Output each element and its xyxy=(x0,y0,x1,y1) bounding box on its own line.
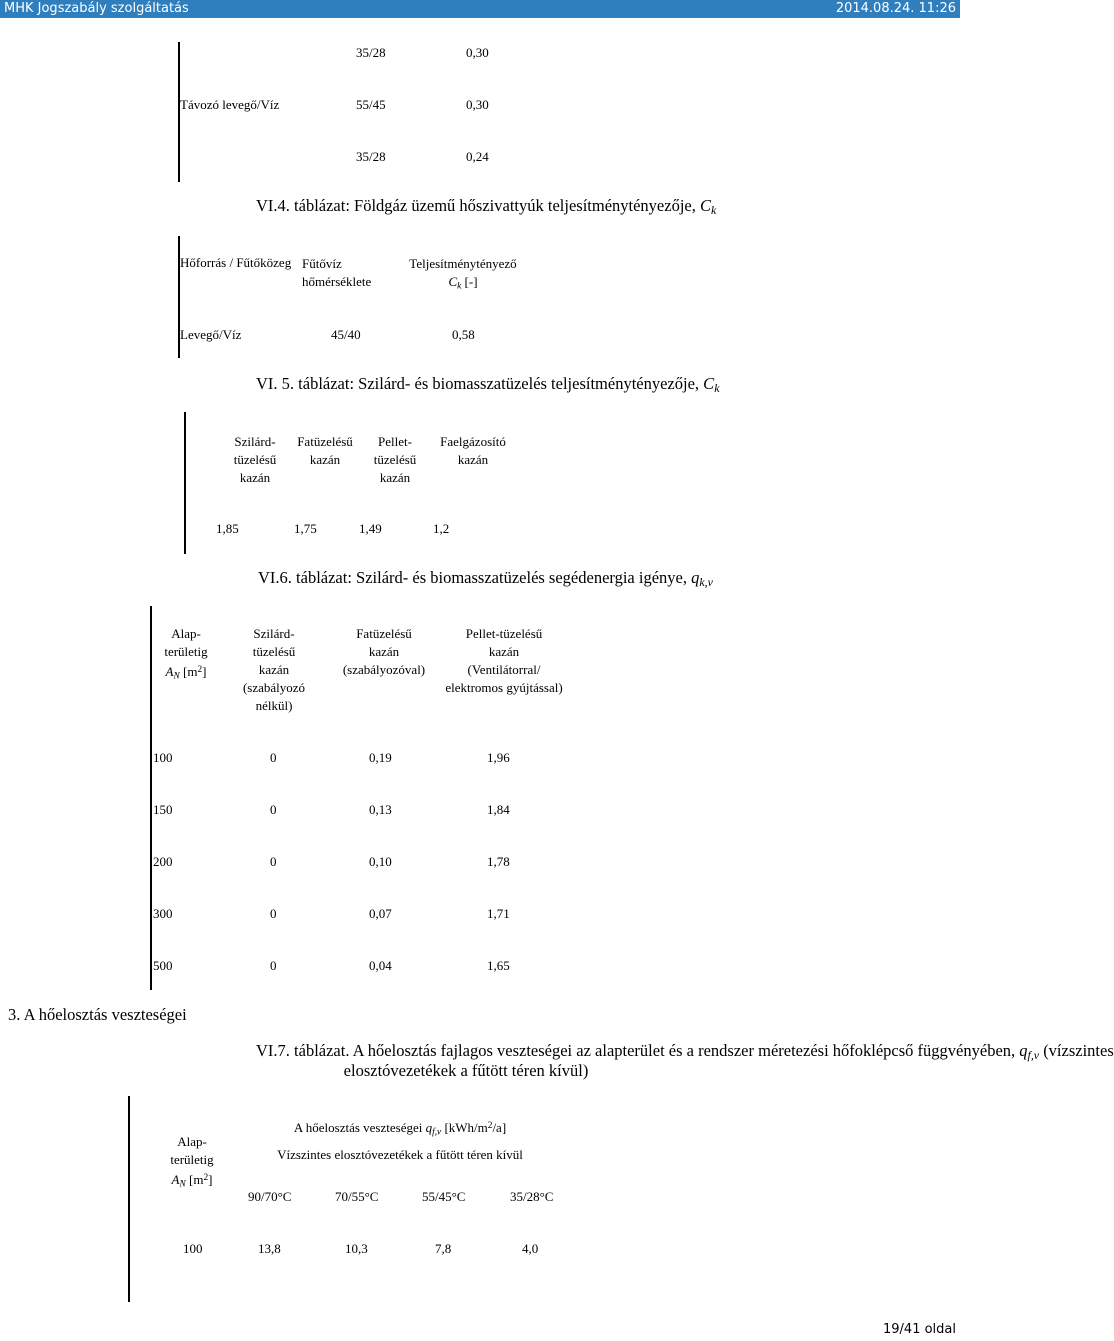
vi6-header-area: Alap- területig $A_N$ $[m^2]$ xyxy=(164,626,208,682)
app-title: MHK Jogszabály szolgáltatás xyxy=(4,1,189,16)
vi6-row3-wood: 0,10 xyxy=(369,854,392,869)
vi5-header-solid: Szilárd- tüzelésű kazán xyxy=(233,434,277,485)
vi3-row2-temp: 55/45 xyxy=(356,97,386,112)
vi6-row3-area: 200 xyxy=(153,854,173,869)
vi6-row4-area: 300 xyxy=(153,906,173,921)
vi5-header-pellet: Pellet- tüzelésű kazán xyxy=(373,434,417,485)
vi4-header-coefficient: Teljesítménytényező $C_k$ [-] xyxy=(409,256,517,292)
vi5-header-wood: Fatüzelésű kazán xyxy=(297,434,353,467)
vi4-header-source: Hőforrás / Fűtőközeg xyxy=(180,255,292,270)
vi7-caption-line2: elosztóvezetékek a fűtött téren kívül) xyxy=(343,1061,589,1080)
vi3-row2-value: 0,30 xyxy=(466,97,489,112)
vi7-header-temp-4: 35/28°C xyxy=(510,1189,554,1204)
vi7-header-group: A hőelosztás veszteségei $q_{f,v}$ $[kWh/m^2/a]$ Vízszintes elosztóvezetékek a fűtött téren kívül xyxy=(277,1120,523,1162)
vi6-row1-pellet: 1,96 xyxy=(487,750,510,765)
header-datetime: 2014.08.24. 11:26 xyxy=(835,1,956,16)
table-border-vi5 xyxy=(184,412,186,554)
vi7-row-v1: 13,8 xyxy=(258,1241,281,1256)
vi7-header-temp-1: 90/70°C xyxy=(248,1189,292,1204)
vi6-caption: VI.6. táblázat: Szilárd- és biomasszatüzelés segédenergia igénye, $q_{k,v}$ xyxy=(258,568,713,589)
vi7-header-temp-3: 55/45°C xyxy=(422,1189,466,1204)
vi6-row1-wood: 0,19 xyxy=(369,750,392,765)
vi6-row3-solid: 0 xyxy=(270,854,277,869)
vi3-row1-value: 0,30 xyxy=(466,45,489,60)
vi6-row4-pellet: 1,71 xyxy=(487,906,510,921)
vi7-row-v4: 4,0 xyxy=(522,1241,539,1256)
vi6-row2-pellet: 1,84 xyxy=(487,802,510,817)
vi7-row-area: 100 xyxy=(183,1241,203,1256)
page-number: 19/41 oldal xyxy=(883,1322,956,1337)
vi4-header-watertemp: Fűtővíz hőmérséklete xyxy=(302,256,372,289)
vi7-header-temp-2: 70/55°C xyxy=(335,1189,379,1204)
vi6-row5-area: 500 xyxy=(153,958,173,973)
vi4-caption: VI.4. táblázat: Földgáz üzemű hőszivattyúk teljesítménytényezője, $C_k$ xyxy=(256,196,717,217)
section-heading: 3. A hőelosztás veszteségei xyxy=(8,1005,187,1024)
vi6-row2-solid: 0 xyxy=(270,802,277,817)
vi3-row3-temp: 35/28 xyxy=(356,149,386,164)
vi6-row2-area: 150 xyxy=(153,802,173,817)
vi3-row2-label: Távozó levegő/Víz xyxy=(180,97,280,112)
vi6-header-pellet: Pellet-tüzelésű kazán (Ventilátorral/ elektromos gyújtással) xyxy=(445,626,563,695)
vi6-row5-wood: 0,04 xyxy=(369,958,392,973)
vi4-row-temp: 45/40 xyxy=(331,327,361,342)
vi6-row2-wood: 0,13 xyxy=(369,802,392,817)
vi5-header-gasifier: Faelgázosító kazán xyxy=(440,434,506,467)
vi5-value-wood: 1,75 xyxy=(294,521,317,536)
vi6-row4-solid: 0 xyxy=(270,906,277,921)
vi4-row-value: 0,58 xyxy=(452,327,475,342)
vi7-row-v2: 10,3 xyxy=(345,1241,368,1256)
vi5-value-solid: 1,85 xyxy=(216,521,239,536)
vi6-header-wood: Fatüzelésű kazán (szabályozóval) xyxy=(342,626,426,677)
vi7-header-area: Alap- területig $A_N$ $[m^2]$ xyxy=(170,1134,214,1190)
vi6-header-solid: Szilárd- tüzelésű kazán (szabályozó nélkül) xyxy=(242,626,306,713)
header-bar xyxy=(0,0,960,18)
vi6-row5-solid: 0 xyxy=(270,958,277,973)
vi3-row1-temp: 35/28 xyxy=(356,45,386,60)
table-border-vi7 xyxy=(128,1096,130,1302)
table-border-vi6 xyxy=(150,606,152,990)
vi3-row3-value: 0,24 xyxy=(466,149,489,164)
vi6-row1-solid: 0 xyxy=(270,750,277,765)
vi7-caption-line1: VI.7. táblázat. A hőelosztás fajlagos veszteségei az alapterület és a rendszer méretezési hőfoklépcső függvényében, $q_{f,v}$ (vízszintes xyxy=(256,1041,1114,1062)
vi5-caption: VI. 5. táblázat: Szilárd- és biomasszatüzelés teljesítménytényezője, $C_k$ xyxy=(256,374,720,395)
vi6-row4-wood: 0,07 xyxy=(369,906,392,921)
vi6-row1-area: 100 xyxy=(153,750,173,765)
vi4-row-label: Levegő/Víz xyxy=(180,327,242,342)
vi5-value-gasifier: 1,2 xyxy=(433,521,450,536)
vi5-value-pellet: 1,49 xyxy=(359,521,382,536)
vi6-row5-pellet: 1,65 xyxy=(487,958,510,973)
vi6-row3-pellet: 1,78 xyxy=(487,854,510,869)
vi7-row-v3: 7,8 xyxy=(435,1241,452,1256)
